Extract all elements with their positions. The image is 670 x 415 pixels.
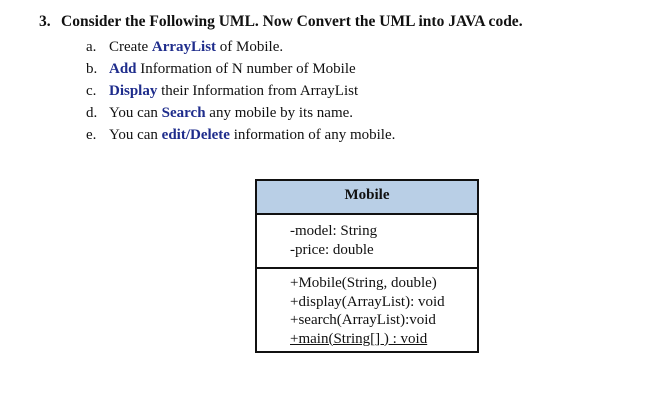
item-text-after: information of any mobile. bbox=[229, 127, 396, 143]
item-text-after: Information of N number of Mobile bbox=[136, 61, 356, 77]
item-keyword: edit/Delete bbox=[161, 127, 230, 143]
list-item bbox=[86, 36, 395, 58]
item-text-before: Create bbox=[109, 39, 152, 55]
item-marker: e. bbox=[86, 127, 97, 143]
item-keyword: ArrayList bbox=[151, 39, 217, 55]
item-marker: c. bbox=[86, 83, 97, 99]
item-text-before: You can bbox=[109, 127, 162, 143]
question-text: Consider the Following UML. Now Convert the UML into JAVA code. bbox=[61, 13, 523, 30]
item-marker: a. bbox=[86, 39, 97, 55]
list-item bbox=[86, 124, 395, 146]
item-marker: b. bbox=[86, 61, 98, 77]
list-item bbox=[86, 58, 395, 80]
uml-class-diagram bbox=[255, 179, 479, 353]
item-keyword: Search bbox=[161, 105, 206, 121]
question-heading bbox=[39, 13, 523, 31]
uml-attribute: -model: String bbox=[290, 223, 378, 239]
requirements-list bbox=[86, 36, 395, 146]
item-keyword: Display bbox=[109, 83, 158, 99]
uml-attribute: -price: double bbox=[290, 241, 374, 258]
list-item bbox=[86, 102, 395, 124]
uml-operation-static: +main(String[] ) : void bbox=[290, 330, 428, 347]
item-text-after: their Information from ArrayList bbox=[157, 83, 359, 99]
uml-operation: +display(ArrayList): void bbox=[290, 293, 445, 310]
item-text-after: any mobile by its name. bbox=[205, 105, 354, 121]
item-text-before: You can bbox=[109, 105, 162, 121]
uml-operations-section bbox=[257, 269, 477, 351]
uml-attributes-section bbox=[257, 215, 477, 269]
item-marker: d. bbox=[86, 105, 98, 121]
item-keyword: Add bbox=[109, 61, 137, 77]
item-text-after: of Mobile. bbox=[216, 39, 284, 55]
uml-class-name: Mobile bbox=[257, 181, 477, 215]
list-item bbox=[86, 80, 395, 102]
uml-operation: +Mobile(String, double) bbox=[290, 275, 437, 291]
question-number: 3. bbox=[39, 13, 51, 30]
uml-operation: +search(ArrayList):void bbox=[290, 312, 436, 328]
